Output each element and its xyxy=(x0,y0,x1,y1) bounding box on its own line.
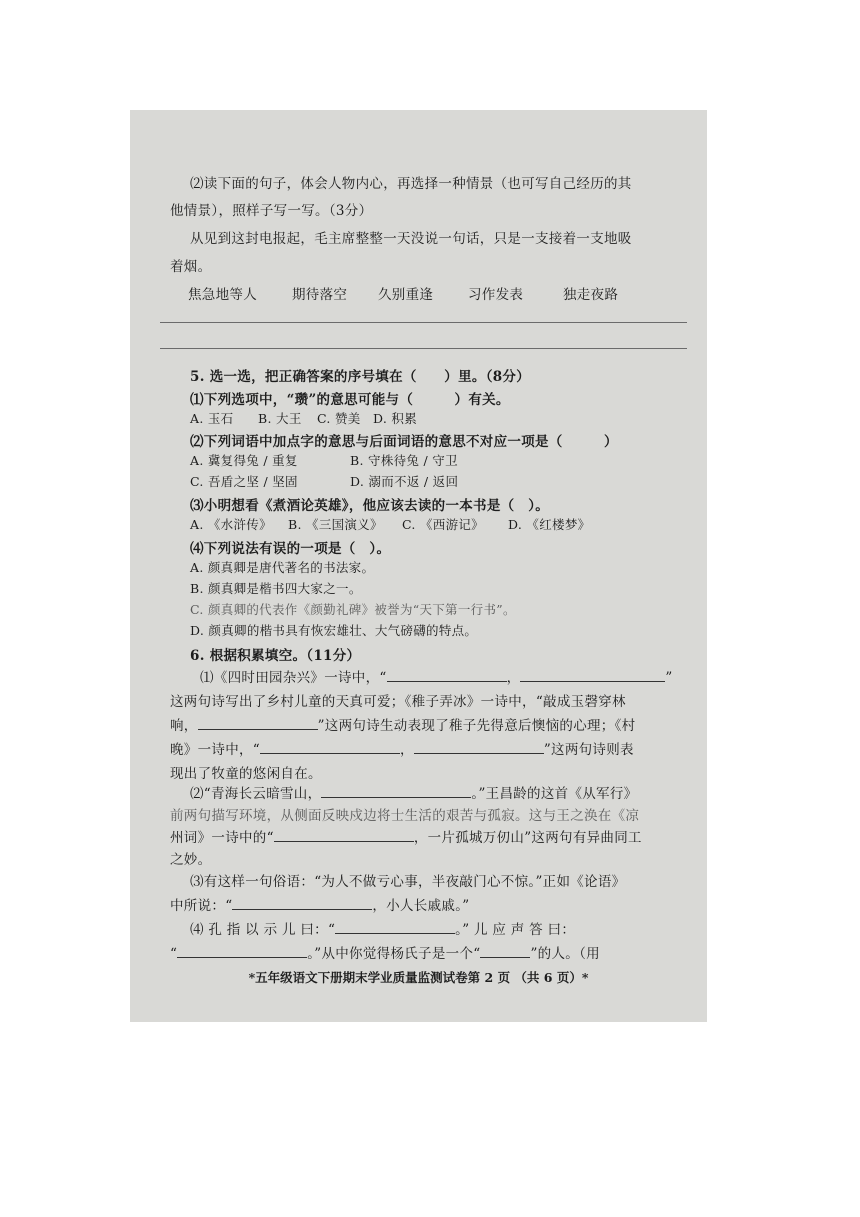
q5-3-option-d[interactable]: D. 《红楼梦》 xyxy=(508,517,591,532)
q6-1-line1 xyxy=(200,666,673,686)
fill-blank[interactable] xyxy=(274,828,414,842)
q6-1-text: ” xyxy=(665,670,673,686)
q6-3-text: 中所说：“ xyxy=(170,898,233,914)
q5-2-option-c[interactable]: C. 吾盾之坚 / 坚固 xyxy=(190,474,298,489)
q5-4-option-b[interactable]: B. 颜真卿是楷书四大家之一。 xyxy=(190,581,362,596)
q5-1-option-b[interactable]: B. 大王 xyxy=(258,411,302,426)
q6-2-line4: 之妙。 xyxy=(170,852,212,868)
q6-1-line5: 现出了牧童的悠闲自在。 xyxy=(170,766,322,782)
fill-blank[interactable] xyxy=(414,740,544,754)
q6-1-text: ⑴《四时田园杂兴》一诗中，“ xyxy=(200,670,387,686)
q6-1-text: 晚》一诗中，“ xyxy=(170,742,261,758)
answer-line-1[interactable] xyxy=(160,322,687,323)
scenario-option: 久别重逢 xyxy=(378,287,434,303)
fill-blank[interactable] xyxy=(335,920,455,934)
scenario-option: 独走夜路 xyxy=(563,287,619,303)
q6-4-line xyxy=(190,918,575,938)
q6-2-line1 xyxy=(190,782,637,802)
q6-3-line2 xyxy=(170,894,469,914)
q6-1-line3 xyxy=(170,714,635,734)
q6-2-line3 xyxy=(170,826,642,846)
q6-2-text: ，一片孤城万仞山”这两句有异曲同工 xyxy=(413,830,642,846)
q5-4-option-c[interactable]: C. 颜真卿的代表作《颜勤礼碑》被誉为“天下第一行书”。 xyxy=(190,602,516,617)
fill-blank[interactable] xyxy=(260,740,400,754)
page-footer: *五年级语文下册期末学业质量监测试卷第 2 页 （共 6 页）* xyxy=(248,970,589,985)
q4-2-example-line1: 从见到这封电报起，毛主席整整一天没说一句话，只是一支接着一支地吸 xyxy=(190,231,632,247)
q5-2-option-d[interactable]: D. 溺而不返 / 返回 xyxy=(350,474,459,489)
q6-4-text: ⑷ 孔 指 以 示 儿 曰：“ xyxy=(190,922,336,938)
q5-1-option-a[interactable]: A. 玉石 xyxy=(190,411,234,426)
q6-4-text: “ xyxy=(170,946,178,962)
scenario-option: 期待落空 xyxy=(292,287,348,303)
q5-1-option-d[interactable]: D. 积累 xyxy=(373,411,418,426)
q5-2-stem: ⑵下列词语中加点字的意思与后面词语的意思不对应一项是（ ） xyxy=(190,434,618,450)
q6-2-text: 。”王昌龄的这首《从军行》 xyxy=(471,786,638,802)
q5-4-option-a[interactable]: A. 颜真卿是唐代著名的书法家。 xyxy=(190,560,375,575)
q6-4-text: ”的人。（用 xyxy=(530,946,600,962)
q6-1-text: 响， xyxy=(170,718,198,734)
fill-blank[interactable] xyxy=(387,668,507,682)
q6-1-line4 xyxy=(170,738,634,758)
q5-3-option-a[interactable]: A. 《水浒传》 xyxy=(190,517,272,532)
q6-1-text: ， xyxy=(506,670,521,686)
q6-title: 6. 根据积累填空。（11分） xyxy=(190,648,361,664)
q6-1-text: ”这两句诗生动表现了稚子先得意后懊恼的心理；《村 xyxy=(317,718,636,734)
q5-3-option-b[interactable]: B. 《三国演义》 xyxy=(288,517,383,532)
q6-1-text: ”这两句诗则表 xyxy=(543,742,634,758)
fill-blank[interactable] xyxy=(232,896,372,910)
fill-blank[interactable] xyxy=(321,784,471,798)
q5-3-option-c[interactable]: C. 《西游记》 xyxy=(402,517,484,532)
q6-1-text: ， xyxy=(400,742,414,758)
q5-1-stem: ⑴下列选项中，“瓒”的意思可能与（ ）有关。 xyxy=(190,392,510,408)
answer-line-2[interactable] xyxy=(160,348,687,349)
q6-2-text: ⑵“青海长云暗雪山， xyxy=(190,786,322,802)
scenario-option: 习作发表 xyxy=(468,287,524,303)
fill-blank[interactable] xyxy=(480,944,530,958)
q4-2-prompt-line1: ⑵读下面的句子，体会人物内心，再选择一种情景（也可写自己经历的其 xyxy=(190,176,632,192)
q6-3-line1: ⑶有这样一句俗语：“为人不做亏心事，半夜敲门心不惊。”正如《论语》 xyxy=(190,874,626,890)
q5-4-stem: ⑷下列说法有误的一项是（ ）。 xyxy=(190,541,391,557)
q5-3-stem: ⑶小明想看《煮酒论英雄》，他应该去读的一本书是（ ）。 xyxy=(190,498,550,514)
q6-2-line2: 前两句描写环境，从侧面反映戍边将士生活的艰苦与孤寂。这与王之涣在《凉 xyxy=(170,808,640,824)
q5-1-option-c[interactable]: C. 赞美 xyxy=(317,411,361,426)
q5-2-option-a[interactable]: A. 冀复得兔 / 重复 xyxy=(190,453,298,468)
fill-blank[interactable] xyxy=(177,944,307,958)
q6-2-text: 州词》一诗中的“ xyxy=(170,830,274,846)
fill-blank[interactable] xyxy=(520,668,665,682)
q5-title: 5. 选一选，把正确答案的序号填在（ ）里。（8分） xyxy=(190,369,531,385)
q6-4-line xyxy=(170,942,600,962)
scanned-exam-page xyxy=(130,110,707,1022)
scenario-option: 焦急地等人 xyxy=(188,287,257,303)
fill-blank[interactable] xyxy=(198,716,318,730)
q5-4-option-d[interactable]: D. 颜真卿的楷书具有恢宏雄壮、大气磅礴的特点。 xyxy=(190,623,478,638)
q4-2-example-line2: 着烟。 xyxy=(170,259,212,275)
q6-3-text: ，小人长戚戚。” xyxy=(372,898,470,914)
q5-2-option-b[interactable]: B. 守株待兔 / 守卫 xyxy=(350,453,458,468)
q6-4-text: 。” 儿 应 声 答 曰： xyxy=(455,922,576,938)
q6-1-line2: 这两句诗写出了乡村儿童的天真可爱；《稚子弄冰》一诗中，“敲成玉磬穿林 xyxy=(170,694,626,710)
q4-2-prompt-line2: 他情景），照样子写一写。（3分） xyxy=(170,203,373,219)
q6-4-text: 。”从中你觉得杨氏子是一个“ xyxy=(307,946,481,962)
